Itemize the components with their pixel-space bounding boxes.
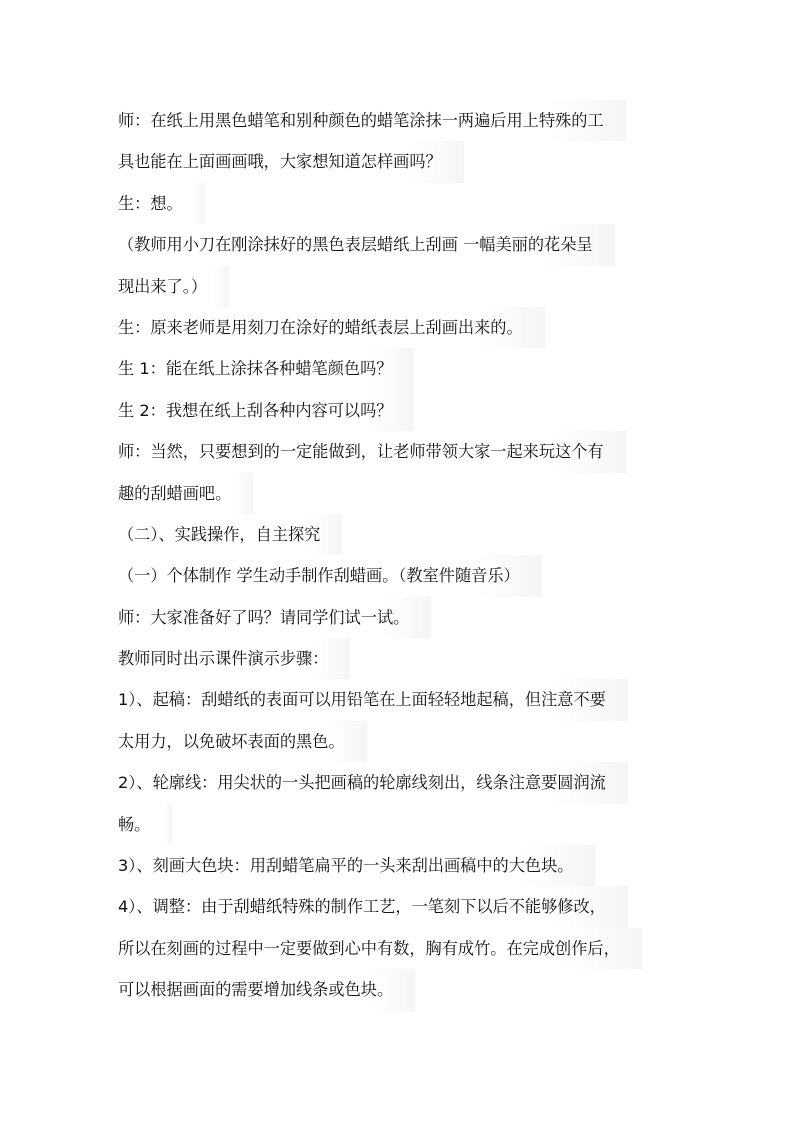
text-line [118,638,698,679]
subsection-heading [118,555,698,596]
text-line-content: 师：大家准备好了吗？请同学们试一试。 [118,597,431,638]
text-line-content: 生 1：能在纸上涂抹各种蜡笔颜色吗？ [118,348,414,389]
step-item [118,762,698,803]
text-line [118,721,698,762]
step-item [118,679,698,720]
step-item [118,845,698,886]
section-heading-text: （二）、实践操作，自主探究 [118,514,342,555]
text-line [118,597,698,638]
text-line-content: 所以在刻画的过程中一定要做到心中有数，胸有成竹。在完成创作后， [118,928,642,969]
text-line [118,390,698,431]
step-item-text: 2）、轮廓线：用尖状的一头把画稿的轮廓线刻出，线条注意要圆润流 [118,762,628,803]
section-heading [118,514,698,555]
text-line-content: 可以根据画面的需要增加线条或色块。 [118,969,415,1010]
text-line-content: 生：原来老师是用刻刀在涂好的蜡纸表层上刮画出来的。 [118,307,545,348]
text-line-content: 师：当然，只要想到的一定能做到，让老师带领大家一起来玩这个有 [118,431,626,472]
text-line-content: （教师用小刀在刚涂抹好的黑色表层蜡纸上刮画 一幅美丽的花朵呈 [118,224,615,265]
text-line [118,928,698,969]
text-line-content: 师：在纸上用黑色蜡笔和别种颜色的蜡笔涂抹一两遍后用上特殊的工 [118,100,626,141]
text-line [118,100,698,141]
text-line [118,969,698,1010]
step-item [118,886,698,927]
step-item-text: 4）、调整：由于刮蜡纸特殊的制作工艺，一笔刻下以后不能够修改， [118,886,628,927]
step-item-text: 3）、刻画大色块：用刮蜡笔扁平的一头来刮出画稿中的大色块。 [118,845,595,886]
text-line [118,431,698,472]
document-body [118,100,698,1011]
text-line-content: 太用力，以免破坏表面的黑色。 [118,721,367,762]
text-line [118,183,698,224]
text-line [118,307,698,348]
subsection-heading-text: （一）个体制作 学生动手制作刮蜡画。（教室件随音乐） [118,555,542,596]
step-item-text: 1）、起稿：刮蜡纸的表面可以用铅笔在上面轻轻地起稿，但注意不要 [118,679,628,720]
text-line [118,348,698,389]
text-line-content: 生：想。 [118,183,205,224]
text-line-content: 畅。 [118,804,172,845]
text-line-content: 生 2：我想在纸上刮各种内容可以吗？ [118,390,414,431]
text-line [118,266,698,307]
text-line-content: 具也能在上面画画哦，大家想知道怎样画吗？ [118,141,464,182]
text-line [118,141,698,182]
text-line [118,804,698,845]
text-line [118,224,698,265]
text-line-content: 现出来了。） [118,266,229,307]
text-line [118,473,698,514]
text-line-content: 教师同时出示课件演示步骤： [118,638,350,679]
text-line-content: 趣的刮蜡画吧。 [118,473,253,514]
